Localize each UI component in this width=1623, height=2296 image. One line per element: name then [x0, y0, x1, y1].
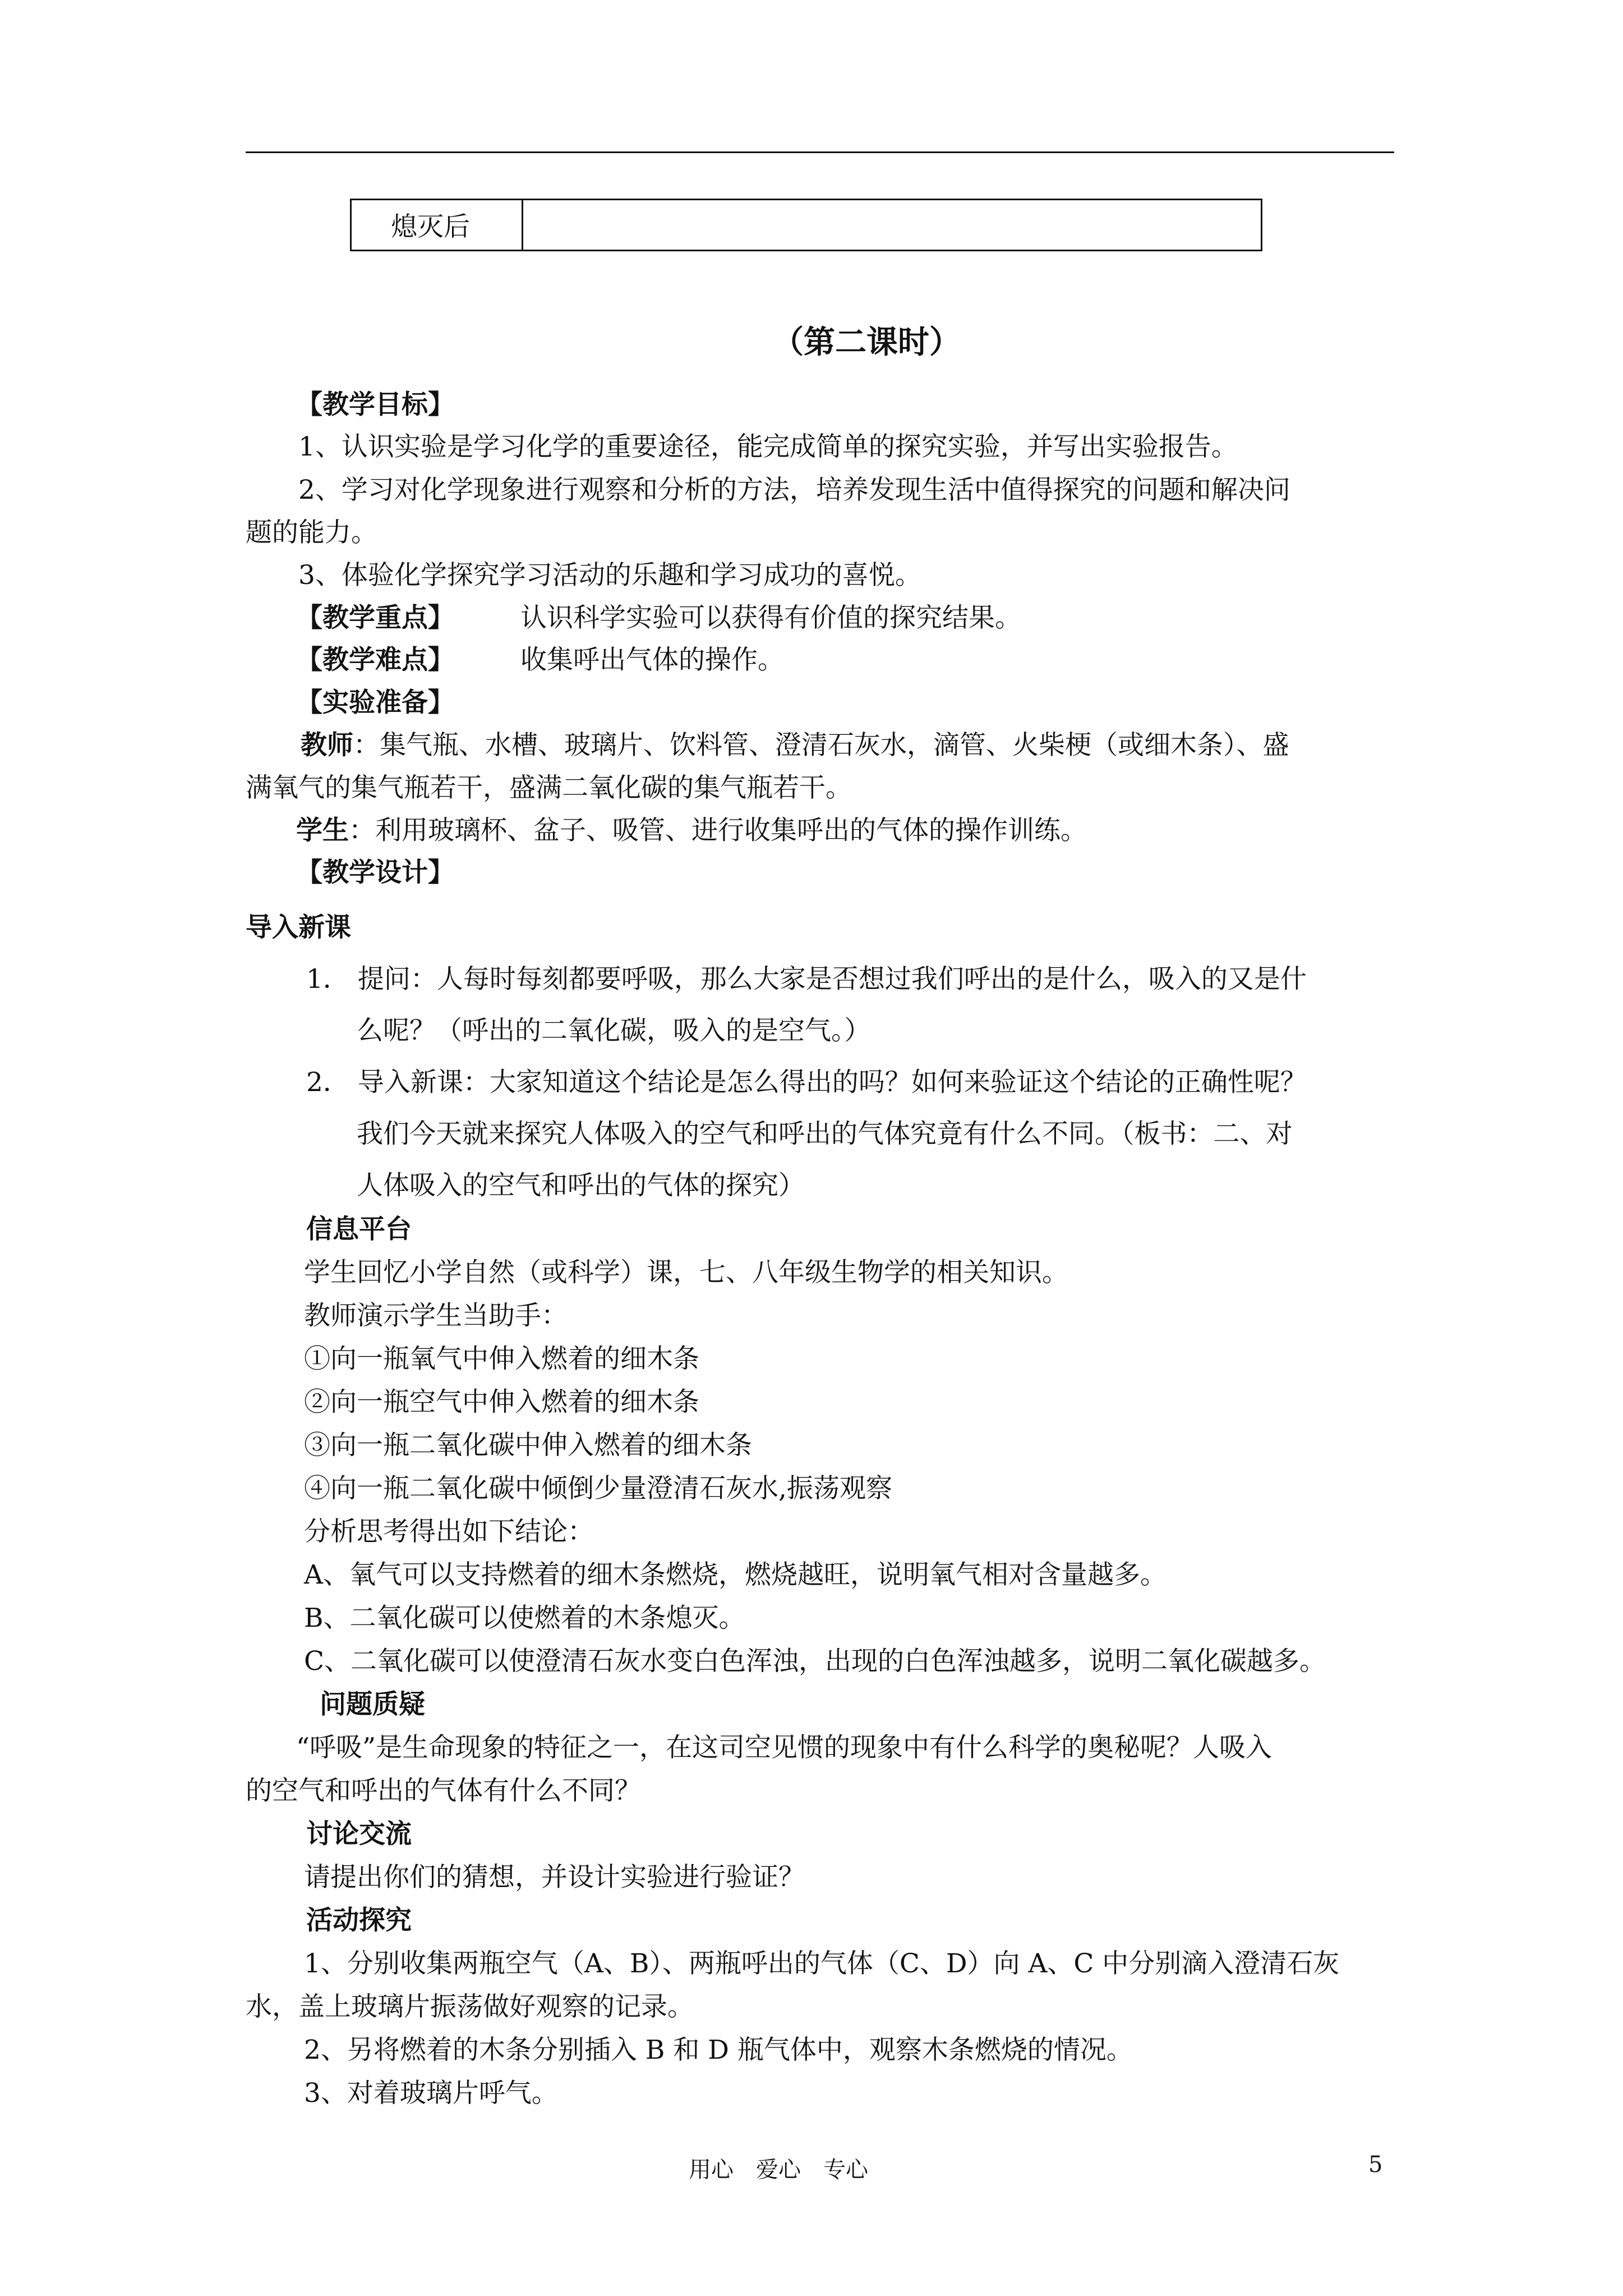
student-label: 学生 [296, 815, 349, 846]
prep-title: 【实验准备】 [296, 687, 454, 718]
info-title: 信息平台 [306, 1214, 412, 1245]
info-line: 分析思考得出如下结论： [304, 1516, 594, 1547]
activity-title: 活动探究 [306, 1905, 412, 1936]
difficulty-text: 收集呼出气体的操作。 [520, 645, 784, 675]
table-row-label: 熄灭后 [391, 211, 470, 242]
question-line2: 的空气和呼出的气体有什么不同？ [246, 1775, 641, 1806]
objective-2-cont: 题的能力。 [246, 517, 377, 548]
teacher-label: 教师 [301, 730, 353, 761]
discussion-text: 请提出你们的猜想，并设计实验进行验证？ [304, 1862, 805, 1893]
info-line: C、二氧化碳可以使澄清石灰水变白色浑浊，出现的白色浑浊越多，说明二氧化碳越多。 [304, 1646, 1326, 1677]
design-title: 【教学设计】 [296, 857, 454, 888]
objective-2: 2、学习对化学现象进行观察和分析的方法，培养发现生活中值得探究的问题和解决问 [298, 475, 1290, 505]
info-line: B、二氧化碳可以使燃着的木条熄灭。 [304, 1603, 745, 1634]
intro-item2-line2: 我们今天就来探究人体吸入的空气和呼出的气体究竟有什么不同。（板书：二、对 [357, 1119, 1293, 1149]
discussion-title: 讨论交流 [306, 1819, 412, 1849]
page-number: 5 [1368, 2152, 1383, 2178]
prep-teacher-line1 [301, 730, 1289, 761]
intro-item1-line2: 么呢？（呼出的二氧化碳，吸入的是空气。） [357, 1015, 871, 1046]
info-line: ①向一瓶氧气中伸入燃着的细木条 [304, 1343, 699, 1374]
info-line: 学生回忆小学自然（或科学）课，七、八年级生物学的相关知识。 [304, 1257, 1068, 1288]
info-line: ③向一瓶二氧化碳中伸入燃着的细木条 [304, 1430, 752, 1461]
activity-line: 3、对着玻璃片呼气。 [304, 2078, 558, 2109]
info-line: ②向一瓶空气中伸入燃着的细木条 [304, 1387, 699, 1418]
intro-item1-line1: 1． 提问：人每时每刻都要呼吸，那么大家是否想过我们呼出的是什么，吸入的又是什 [306, 964, 1307, 995]
activity-line: 2、另将燃着的木条分别插入 B 和 D 瓶气体中，观察木条燃烧的情况。 [304, 2035, 1133, 2065]
teacher-text: ：集气瓶、水槽、玻璃片、饮料管、澄清石灰水，滴管、火柴梗（或细木条）、盛 [353, 730, 1289, 761]
prep-student-line [296, 817, 1087, 844]
header-rule [246, 151, 1394, 153]
question-title: 问题质疑 [320, 1689, 425, 1720]
intro-title: 导入新课 [246, 912, 351, 943]
activity-line: 1、分别收集两瓶空气（A、B）、两瓶呼出的气体（C、D）向 A、C 中分别滴入澄清石灰 [304, 1948, 1340, 1979]
footer-motto: 用心 爱心 专心 [689, 2157, 868, 2183]
section-heading: （第二课时） [772, 324, 961, 361]
objectives-title: 【教学目标】 [296, 389, 454, 420]
question-line1: “呼吸”是生命现象的特征之一，在这司空见惯的现象中有什么科学的奥秘呢？人吸入 [296, 1732, 1272, 1763]
key-point-title: 【教学重点】 [296, 602, 454, 633]
activity-line: 水，盖上玻璃片振荡做好观察的记录。 [246, 1991, 694, 2022]
objective-3: 3、体验化学探究学习活动的乐趣和学习成功的喜悦。 [298, 560, 921, 591]
difficulty-title: 【教学难点】 [296, 645, 454, 675]
student-text: ：利用玻璃杯、盆子、吸管、进行收集呼出的气体的操作训练。 [349, 815, 1087, 846]
intro-item2-line1: 2． 导入新课：大家知道这个结论是怎么得出的吗？如何来验证这个结论的正确性呢？ [306, 1067, 1307, 1098]
table-divider [522, 200, 523, 250]
info-line: ④向一瓶二氧化碳中倾倒少量澄清石灰水,振荡观察 [304, 1473, 892, 1504]
key-point-text: 认识科学实验可以获得有价值的探究结果。 [520, 602, 1021, 633]
prep-teacher-line2: 满氧气的集气瓶若干，盛满二氧化碳的集气瓶若干。 [246, 772, 852, 803]
info-line: A、氧气可以支持燃着的细木条燃烧，燃烧越旺，说明氧气相对含量越多。 [304, 1559, 1166, 1590]
intro-item2-line3: 人体吸入的空气和呼出的气体的探究） [357, 1170, 805, 1201]
observation-table [350, 199, 1262, 251]
info-line: 教师演示学生当助手： [304, 1300, 568, 1331]
objective-1: 1、认识实验是学习化学的重要途径，能完成简单的探究实验，并写出实验报告。 [298, 431, 1238, 462]
